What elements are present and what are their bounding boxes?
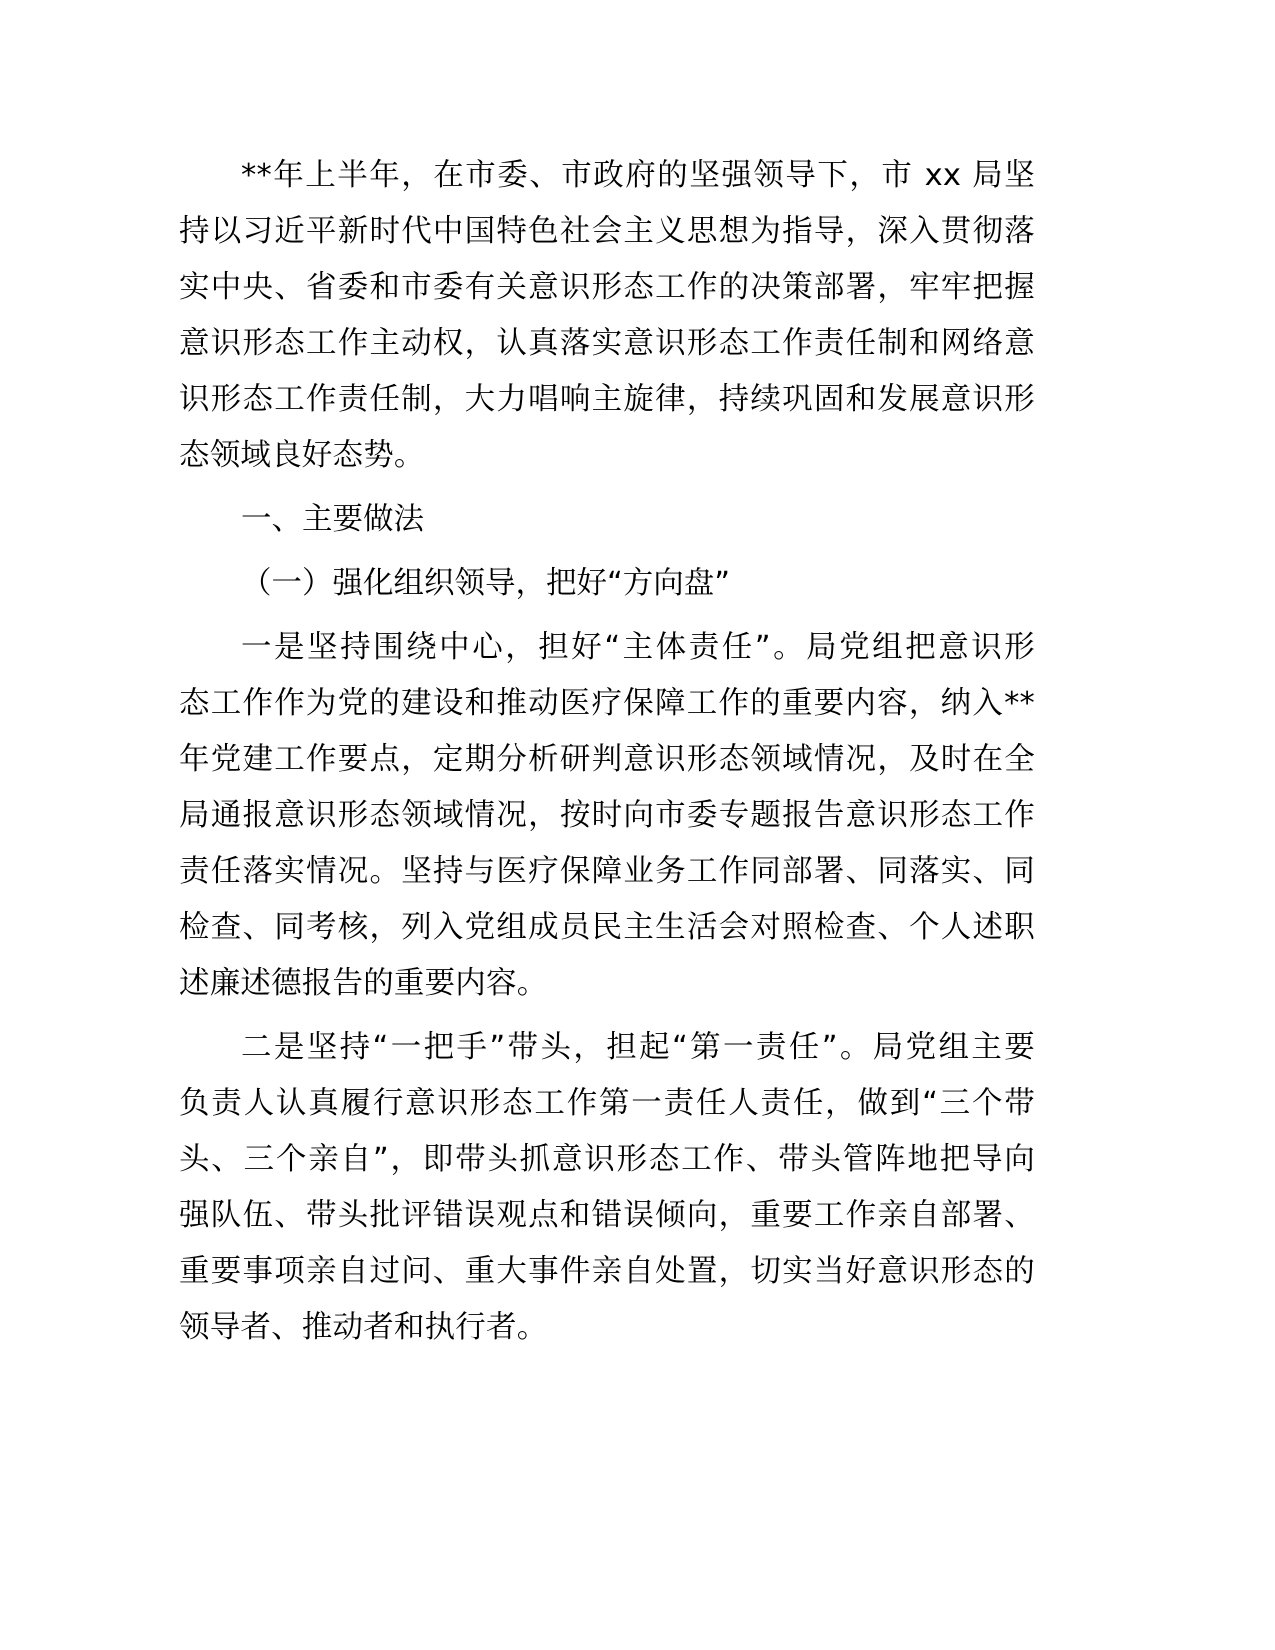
paragraph-spacer	[179, 484, 1035, 492]
paragraph-line: 检查、同考核，列入党组成员民主生活会对照检查、个人述职	[179, 910, 1035, 945]
section-heading: 一、主要做法	[241, 502, 424, 537]
paragraph-spacer	[179, 1012, 1035, 1020]
paragraph-line: 述廉述德报告的重要内容。	[179, 966, 548, 1001]
paragraph-line: 持以习近平新时代中国特色社会主义思想为指导，深入贯彻落	[179, 214, 1035, 249]
paragraph-line: 二是坚持“一把手”带头，担起“第一责任”。局党组主要	[241, 1030, 1035, 1065]
paragraph-line: 头、三个亲自”，即带头抓意识形态工作、带头管阵地把导向	[179, 1142, 1035, 1177]
paragraph-line: 强队伍、带头批评错误观点和错误倾向，重要工作亲自部署、	[179, 1198, 1035, 1233]
body-paragraph-2	[179, 1020, 1035, 1356]
paragraph-line: 实中央、省委和市委有关意识形态工作的决策部署，牢牢把握	[179, 270, 1035, 305]
paragraph-spacer	[179, 548, 1035, 556]
subsection-heading: （一）强化组织领导，把好“方向盘”	[241, 566, 731, 601]
paragraph-line: 年党建工作要点，定期分析研判意识形态领域情况，及时在全	[179, 742, 1035, 777]
paragraph-line: 态领域良好态势。	[179, 438, 425, 473]
intro-paragraph	[179, 148, 1035, 484]
paragraph-line: 局通报意识形态领域情况，按时向市委专题报告意识形态工作	[179, 798, 1035, 833]
paragraph-line: 负责人认真履行意识形态工作第一责任人责任，做到“三个带	[179, 1086, 1035, 1121]
body-paragraph-1	[179, 620, 1035, 1012]
paragraph-line: 识形态工作责任制，大力唱响主旋律，持续巩固和发展意识形	[179, 382, 1035, 417]
document-body	[179, 148, 1035, 1356]
paragraph-line: 态工作作为党的建设和推动医疗保障工作的重要内容，纳入**	[179, 686, 1035, 721]
paragraph-line: 领导者、推动者和执行者。	[179, 1310, 548, 1345]
paragraph-spacer	[179, 612, 1035, 620]
paragraph-line: 一是坚持围绕中心，担好“主体责任”。局党组把意识形	[241, 630, 1035, 665]
paragraph-line: 意识形态工作主动权，认真落实意识形态工作责任制和网络意	[179, 326, 1035, 361]
paragraph-line: 重要事项亲自过问、重大事件亲自处置，切实当好意识形态的	[179, 1254, 1035, 1289]
paragraph-line: 责任落实情况。坚持与医疗保障业务工作同部署、同落实、同	[179, 854, 1035, 889]
paragraph-line: **年上半年，在市委、市政府的坚强领导下，市 xx 局坚	[241, 158, 1035, 193]
